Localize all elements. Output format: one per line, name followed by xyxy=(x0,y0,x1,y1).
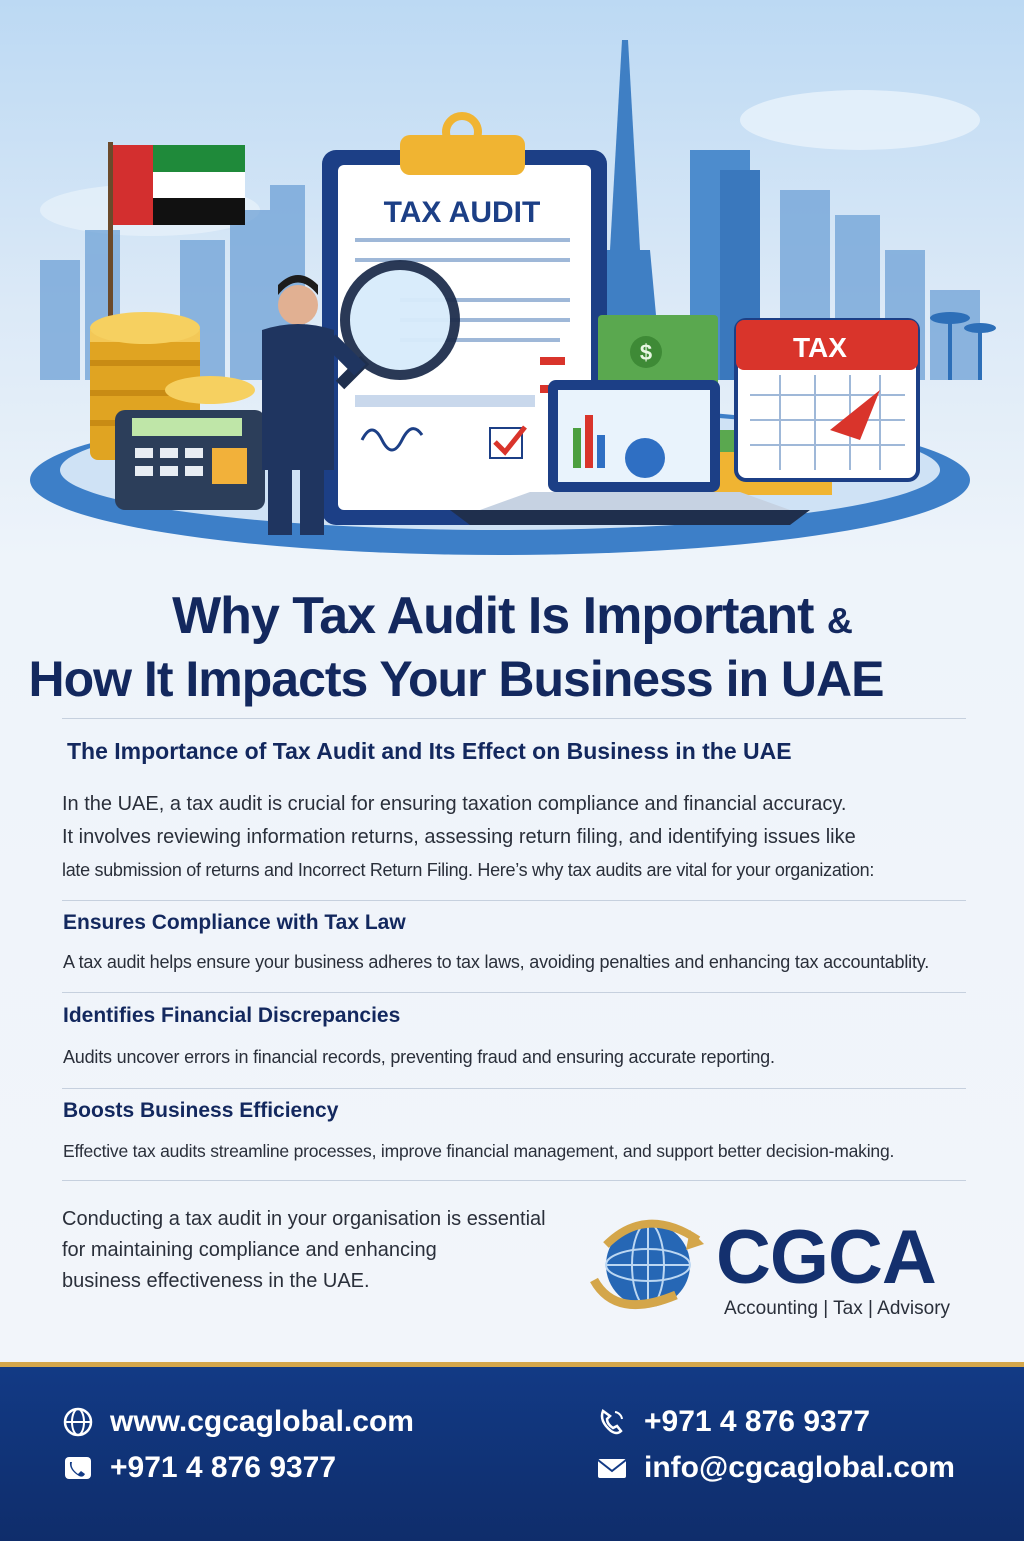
email-text: info@cgcaglobal.com xyxy=(644,1451,955,1484)
section-body-compliance: A tax audit helps ensure your business adheres to tax laws, avoiding penalties and enhancing tax accountablity. xyxy=(63,952,930,972)
section-subheading: The Importance of Tax Audit and Its Effect on Business in the UAE xyxy=(67,738,792,764)
intro-line-2: It involves reviewing information returns, assessing return filing, and identifying issues like xyxy=(62,826,856,848)
phone-icon xyxy=(596,1406,628,1438)
phone-text-left: +971 4 876 9377 xyxy=(110,1451,337,1484)
intro-line-1: In the UAE, a tax audit is crucial for ensuring taxation compliance and financial accuracy. xyxy=(62,793,847,815)
closing-paragraph xyxy=(62,1204,582,1297)
section-title-compliance: Ensures Compliance with Tax Law xyxy=(63,911,406,934)
divider xyxy=(62,900,966,901)
website-link[interactable] xyxy=(62,1405,414,1439)
headline-line-1 xyxy=(0,586,1024,646)
calendar-label: TAX xyxy=(793,332,847,363)
headline-ampersand: & xyxy=(826,600,852,641)
logo-wordmark: CGCA xyxy=(716,1215,936,1300)
headline-line-1-text: Why Tax Audit Is Important xyxy=(172,587,814,645)
divider xyxy=(62,1180,966,1181)
closing-line-3: business effectiveness in the UAE. xyxy=(62,1270,370,1292)
logo-tagline: Accounting | Tax | Advisory xyxy=(724,1298,951,1319)
divider xyxy=(62,1088,966,1089)
cgca-logo xyxy=(586,1210,976,1320)
email-icon xyxy=(596,1452,628,1484)
intro-paragraph xyxy=(62,788,992,887)
section-body-efficiency: Effective tax audits streamline processes, improve financial management, and support better decision-making. xyxy=(63,1141,895,1161)
email-link[interactable] xyxy=(596,1451,955,1485)
svg-text:$: $ xyxy=(639,340,653,365)
calculator-icon xyxy=(115,410,265,510)
tax-calendar-icon xyxy=(736,320,918,480)
phone-link-right[interactable] xyxy=(596,1405,870,1439)
closing-line-1: Conducting a tax audit in your organisation is essential xyxy=(62,1208,546,1230)
divider xyxy=(62,992,966,993)
headline-line-2: How It Impacts Your Business in UAE xyxy=(28,651,884,707)
globe-icon xyxy=(62,1406,94,1438)
section-body-discrepancies: Audits uncover errors in financial records, preventing fraud and ensuring accurate reporting. xyxy=(63,1047,775,1067)
clipboard-title: TAX AUDIT xyxy=(383,196,541,229)
phone-link-left[interactable] xyxy=(62,1451,336,1485)
intro-line-3: late submission of returns and Incorrect Return Filing. Here’s why tax audits are vital for your organization: xyxy=(62,860,875,880)
closing-line-2: for maintaining compliance and enhancing xyxy=(62,1239,437,1261)
phone-icon xyxy=(62,1452,94,1484)
divider xyxy=(62,718,966,719)
website-text: www.cgcaglobal.com xyxy=(110,1405,414,1438)
hero-illustration xyxy=(0,0,1024,570)
phone-text-right: +971 4 876 9377 xyxy=(644,1405,871,1438)
globe-logo-icon xyxy=(586,1210,706,1320)
section-title-discrepancies: Identifies Financial Discrepancies xyxy=(63,1004,401,1027)
section-title-efficiency: Boosts Business Efficiency xyxy=(63,1099,339,1122)
contact-footer xyxy=(0,1362,1024,1541)
